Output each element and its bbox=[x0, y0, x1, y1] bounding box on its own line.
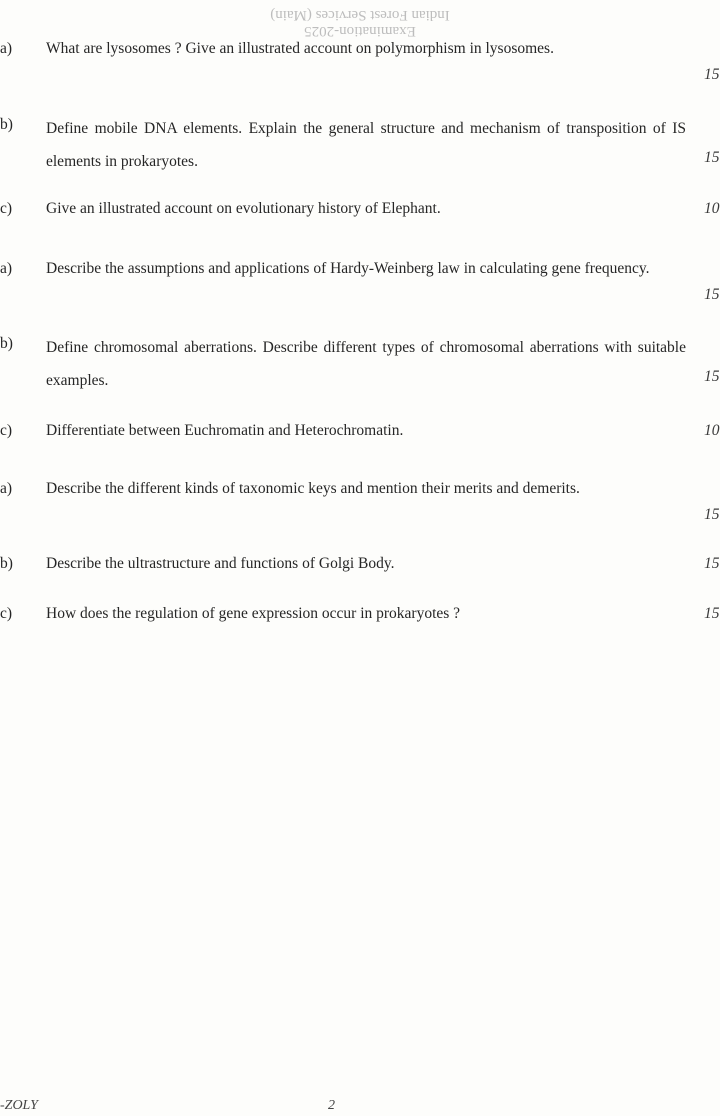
question-marks: 10 bbox=[704, 422, 720, 439]
question-text: What are lysosomes ? Give an illustrated account on polymorphism in lysosomes. bbox=[46, 40, 554, 57]
question-text: Give an illustrated account on evolutionary history of Elephant. bbox=[46, 200, 441, 217]
question-marks: 15 bbox=[704, 66, 720, 83]
paper-code: -ZOLY bbox=[0, 1098, 38, 1113]
question-label: c) bbox=[0, 605, 13, 622]
question-label: b) bbox=[0, 555, 13, 572]
question-label: a) bbox=[0, 480, 13, 497]
question-marks: 15 bbox=[704, 506, 720, 523]
question-marks: 15 bbox=[704, 368, 720, 385]
question-marks: 15 bbox=[704, 605, 720, 622]
question-text: Describe the different kinds of taxonomic keys and mention their merits and demerits. bbox=[46, 480, 580, 497]
question-item bbox=[0, 36, 720, 83]
question-item bbox=[0, 476, 720, 523]
question-item bbox=[0, 331, 720, 397]
question-label: c) bbox=[0, 422, 13, 439]
question-text: How does the regulation of gene expression occur in prokaryotes ? bbox=[46, 605, 461, 622]
question-label: b) bbox=[0, 335, 13, 352]
question-item bbox=[0, 112, 720, 178]
question-item bbox=[0, 551, 720, 577]
question-text: Define mobile DNA elements. Explain the general structure and mechanism of transposition of IS elements in prokaryotes. bbox=[46, 120, 686, 170]
question-marks: 15 bbox=[704, 149, 720, 166]
question-item bbox=[0, 418, 720, 444]
question-label: c) bbox=[0, 200, 13, 217]
question-item bbox=[0, 256, 720, 303]
question-item bbox=[0, 601, 720, 627]
question-text: Differentiate between Euchromatin and Heterochromatin. bbox=[46, 422, 404, 439]
question-label: a) bbox=[0, 40, 13, 57]
question-label: b) bbox=[0, 116, 13, 133]
question-text: Define chromosomal aberrations. Describe different types of chromosomal aberrations with suitable examples. bbox=[46, 339, 686, 389]
watermark-line-1: Indian Forest Services (Main) bbox=[270, 7, 450, 23]
question-text: Describe the ultrastructure and functions of Golgi Body. bbox=[46, 555, 395, 572]
question-marks: 15 bbox=[704, 555, 720, 572]
question-text: Describe the assumptions and applications of Hardy-Weinberg law in calculating gene frequency. bbox=[46, 260, 650, 277]
watermark-line-2: Examination-2025 bbox=[304, 23, 416, 39]
question-marks: 10 bbox=[704, 200, 720, 217]
question-item bbox=[0, 196, 720, 222]
question-label: a) bbox=[0, 260, 13, 277]
page-number: 2 bbox=[328, 1098, 335, 1113]
question-marks: 15 bbox=[704, 286, 720, 303]
